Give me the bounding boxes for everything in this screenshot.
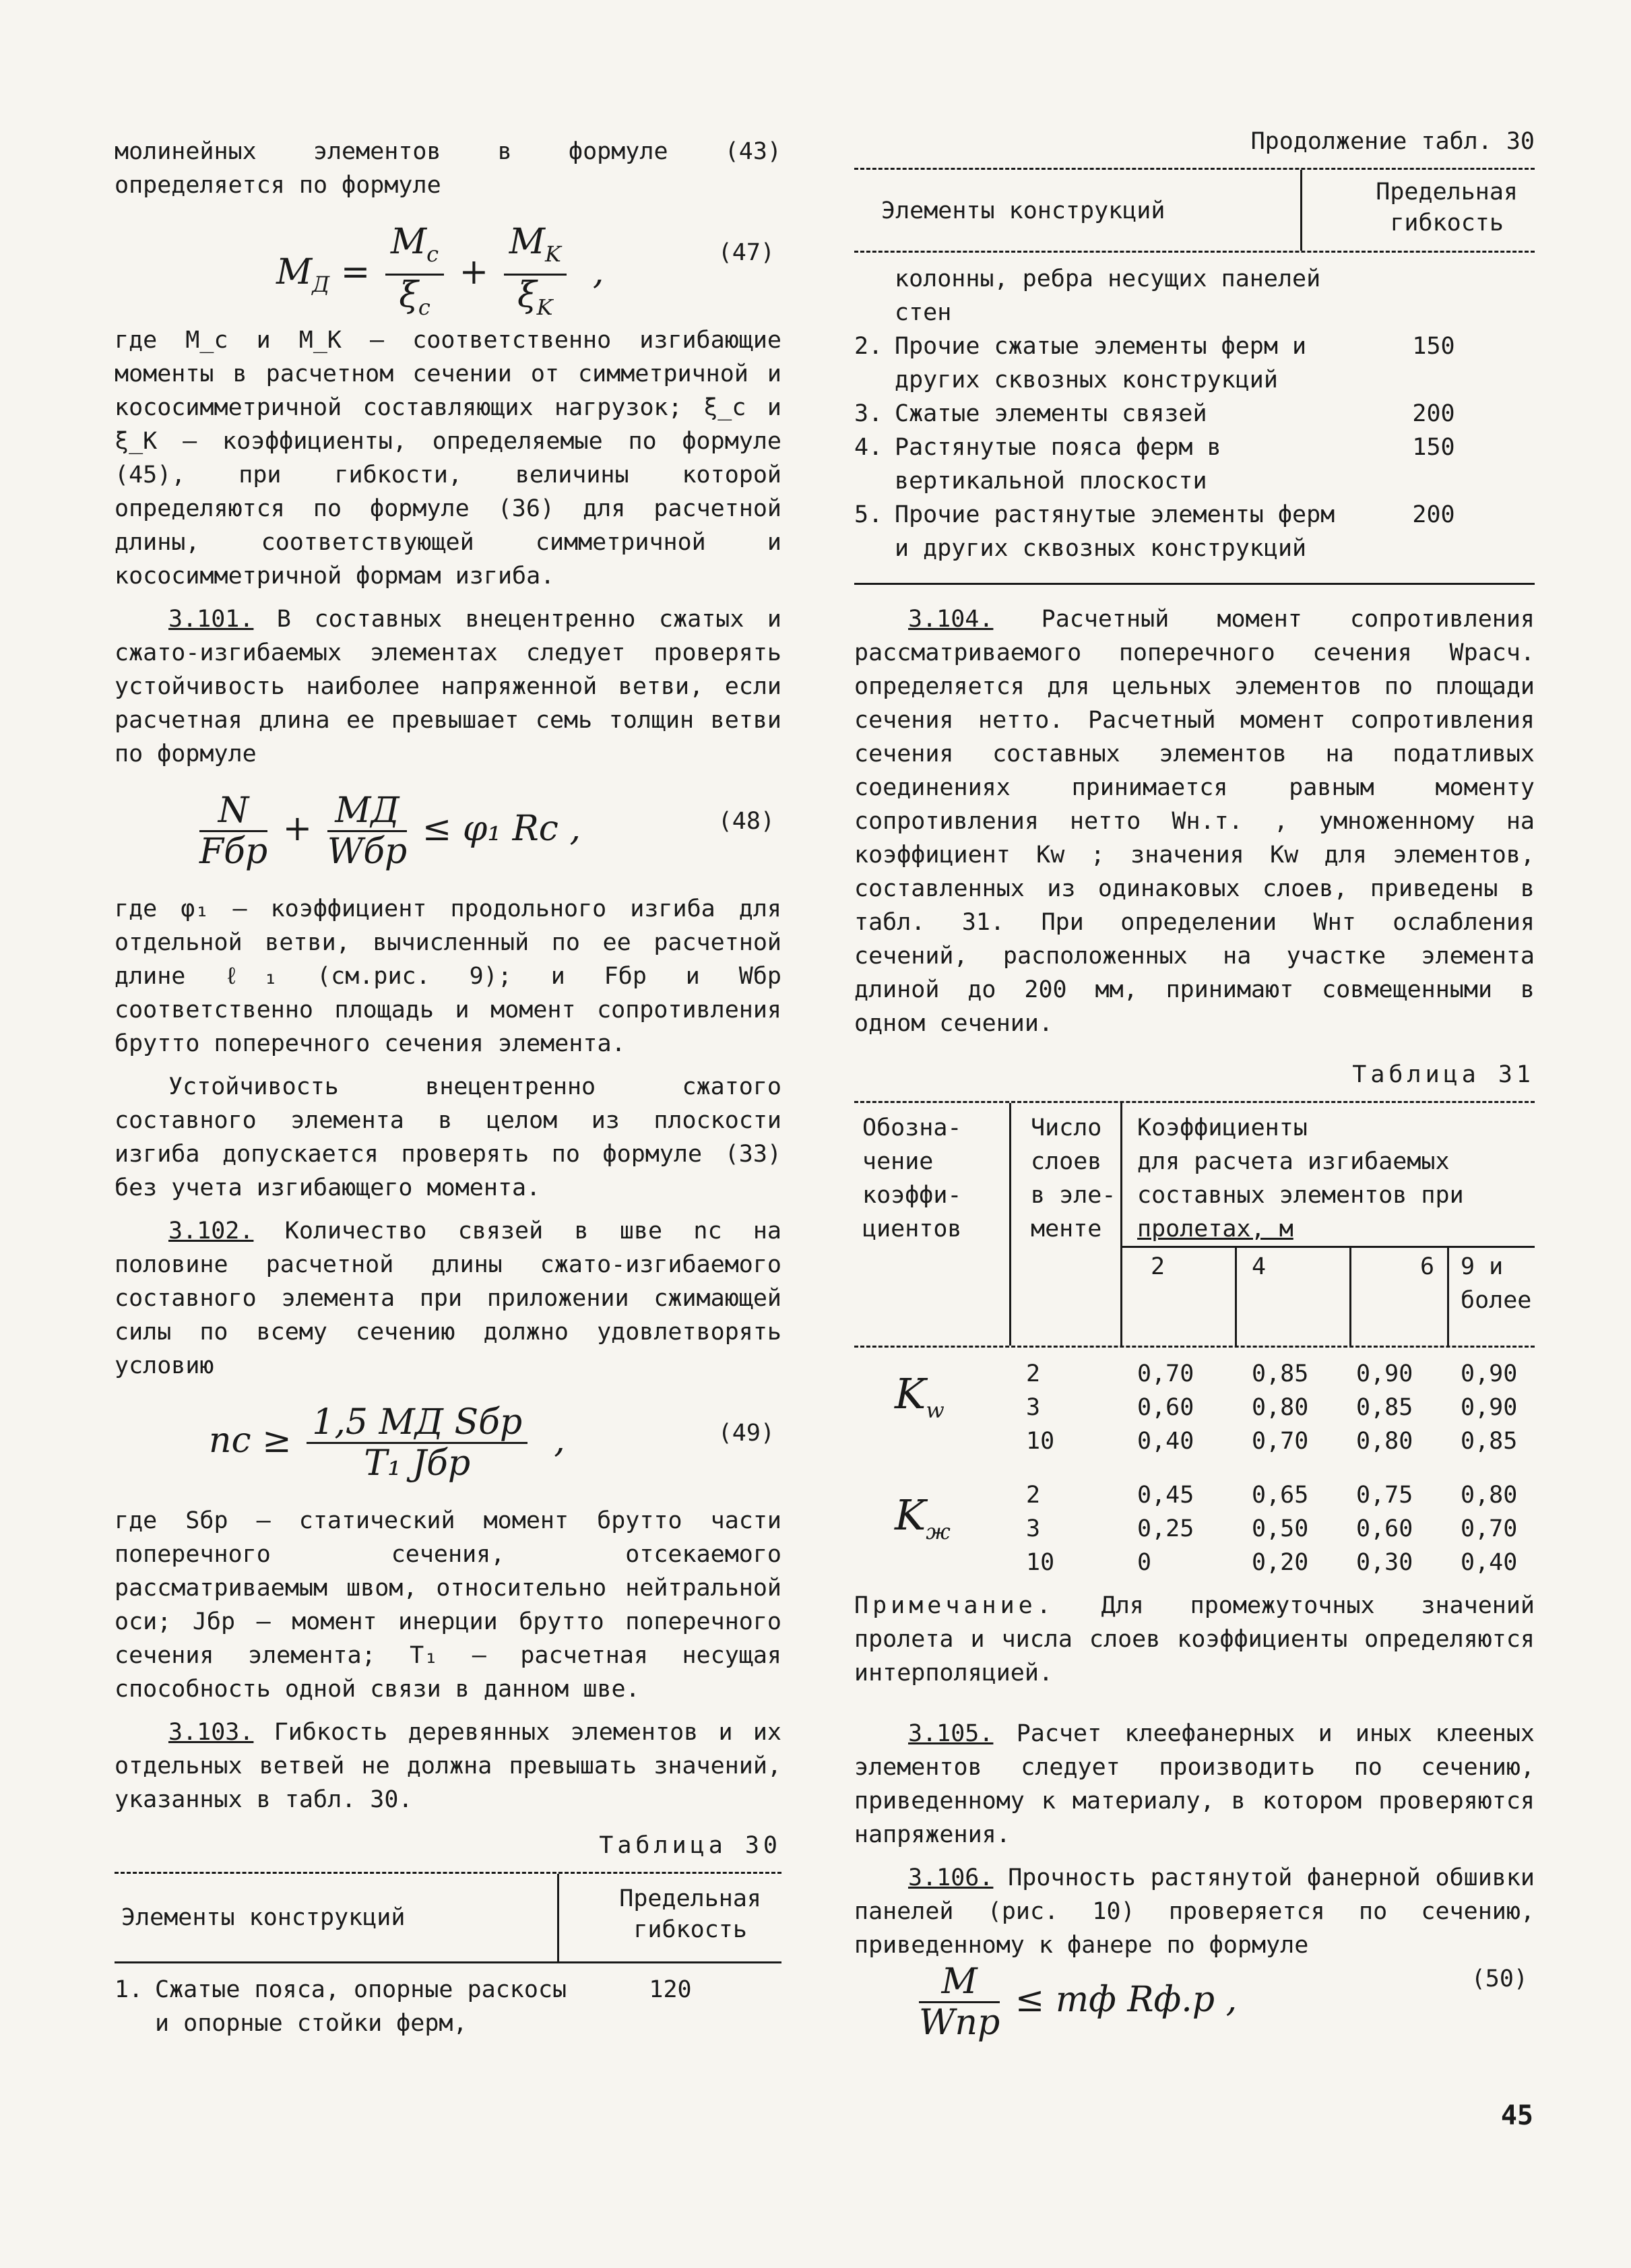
formula-47-number: (47) — [717, 239, 775, 266]
coefficient-cell: 0,70 — [1252, 1428, 1309, 1455]
formula-49 — [115, 1396, 781, 1497]
layer-count-cell: 2 — [1026, 1360, 1041, 1387]
section-3-105: 3.105. Расчет клеефанерных и иных клееных элементов следует производить по сечению, приведенному к материалу, в котором проверяются напряжения. — [854, 1720, 1535, 1848]
formula-48 — [115, 784, 781, 885]
coefficient-cell: 0,75 — [1356, 1482, 1413, 1509]
formula-50-number: (50) — [1471, 1965, 1528, 1992]
table-30-header — [115, 1874, 781, 1961]
table-30-continuation-header — [854, 170, 1535, 251]
section-number: 3.103. — [168, 1719, 254, 1746]
table-30-header-elements: Элементы конструкций — [121, 1904, 406, 1931]
coefficient-cell: 0,60 — [1137, 1394, 1194, 1421]
table-31-body — [854, 1357, 1535, 1579]
table-30-bottom-rule — [854, 583, 1535, 585]
coefficient-cell: 0,85 — [1461, 1428, 1518, 1455]
paragraph-49-explanation: где Sбр – статический момент брутто части поперечного сечения, отсекаемого рассматриваемым швом, относительно нейтральной оси; Jбр – момент инерции брутто поперечного сечения элемента; T₁ – расчетная несущая способность одной связи в данном шве. — [115, 1507, 781, 1703]
paragraph-47-explanation: где M_c и M_K – соответственно изгибающие моменты в расчетном сечении от симметричной и кососимметричной составляющих нагрузок; ξ_c и ξ_K – коэффициенты, определяемые по формуле (45), при гибкости, величины которой определяются по формуле (36) для расчетной длины, соответствующей симметричной и кососимметричной формам изгиба. — [115, 327, 781, 590]
table-row — [854, 1391, 1535, 1424]
section-3-104: 3.104. Расчетный момент сопротивления рассматриваемого поперечного сечения Wрасч. определяется для цельных элементов по площади сечения нетто. Расчетный момент сопротивления сечения составных элементов на податливых соединениях принимается равным моменту сопротивления нетто Wн.т. , умноженному на коэффициент Kw ; значения Kw для элементов, составленных из одинаковых слоев, приведены в табл. 31. При определении Wнт ослабления сечений, расположенных на участке элемента длиной до 200 мм, принимают совмещенными в одном сечении. — [854, 606, 1535, 1037]
table-30-header-limit: Предельная гибкость — [619, 1885, 761, 1943]
section-3-102: 3.102. Количество связей в шве nc на половине расчетной длины сжато-изгибаемого составного элемента при приложении сжимающей силы по всему сечению должно удовлетворять условию — [115, 1218, 781, 1379]
coefficient-cell: 0,90 — [1461, 1360, 1518, 1387]
section-3-103: 3.103. Гибкость деревянных элементов и их отдельных ветвей не должна превышать значений, указанных в табл. 30. — [115, 1719, 781, 1813]
coefficient-cell: 0,40 — [1137, 1428, 1194, 1455]
page-number: 45 — [1500, 2100, 1533, 2131]
layer-count-cell: 2 — [1026, 1482, 1041, 1509]
table-31-caption: Таблица 31 — [1352, 1061, 1535, 1088]
formula-49-expression: nc ≥ $\frac{\text{1,5 MД Sбр}}{\text{T₁ Jбр}}$ , — [209, 1402, 565, 1484]
layer-count-cell: 10 — [1026, 1549, 1055, 1576]
paragraph-intro: молинейных элементов в формуле (43) определяется по формуле — [115, 138, 781, 199]
table-31-group — [854, 1478, 1535, 1579]
formula-50 — [854, 1962, 1535, 2056]
coefficient-cell: 0,90 — [1356, 1360, 1413, 1387]
table-row — [854, 1478, 1535, 1512]
coefficient-cell: 0,50 — [1252, 1515, 1309, 1542]
section-number: 3.101. — [168, 606, 254, 633]
table-31-header-symbol: Обозна- чение коэффи- циентов — [862, 1114, 962, 1242]
formula-49-number: (49) — [717, 1420, 775, 1447]
coefficient-cell: 0,70 — [1461, 1515, 1518, 1542]
formula-48-number: (48) — [717, 808, 775, 835]
coefficient-cell: 0 — [1137, 1549, 1152, 1576]
table-31 — [854, 1103, 1535, 1579]
table-31-note: Примечание. Для промежуточных значений пролета и числа слоев коэффициенты определяются интерполяцией. — [854, 1592, 1535, 1687]
left-column — [115, 135, 781, 2040]
coefficient-cell: 0,85 — [1252, 1360, 1309, 1387]
table-31-span-4: 4 — [1252, 1253, 1267, 1280]
layer-count-cell: 3 — [1026, 1515, 1041, 1542]
table-30-continuation-caption: Продолжение табл. 30 — [1250, 128, 1535, 155]
table-30-header-elements: Элементы конструкций — [881, 197, 1165, 224]
coefficient-cell: 0,45 — [1137, 1482, 1194, 1509]
coefficient-cell: 0,80 — [1252, 1394, 1309, 1421]
table-31-symbol: $K_ж$ — [895, 1490, 951, 1544]
formula-50-expression: $\frac{M}{\text{Wпр}}$ ≤ mф Rф.р , — [919, 1961, 1238, 2043]
coefficient-cell: 0,25 — [1137, 1515, 1194, 1542]
coefficient-cell: 0,30 — [1356, 1549, 1413, 1576]
coefficient-cell: 0,90 — [1461, 1394, 1518, 1421]
layer-count-cell: 3 — [1026, 1394, 1041, 1421]
table-row: 4. Растянутые пояса ферм в вертикальной плоскости 150 — [854, 434, 1455, 495]
table-31-header — [854, 1103, 1535, 1346]
table-row — [854, 1512, 1535, 1546]
coefficient-cell: 0,20 — [1252, 1549, 1309, 1576]
coefficient-cell: 0,65 — [1252, 1482, 1309, 1509]
section-3-101: 3.101. В составных внецентренно сжатых и сжато-изгибаемых элементах следует проверять устойчивость наиболее напряженной ветви, если расчетная длина ее превышает семь толщин ветви по формуле — [115, 606, 781, 767]
table-row — [854, 1546, 1535, 1579]
coefficient-cell: 0,80 — [1461, 1482, 1518, 1509]
section-3-106: 3.106. Прочность растянутой фанерной обшивки панелей (рис. 10) проверяется по сечению, приведенному к фанере по формуле — [854, 1864, 1535, 1959]
coefficient-cell: 0,40 — [1461, 1549, 1518, 1576]
table-30-caption: Таблица 30 — [599, 1832, 781, 1859]
table-31-header-coefficients: Коэффициенты для расчета изгибаемых составных элементов при пролетах, м — [1137, 1114, 1464, 1242]
table-row: 3. Сжатые элементы связей 200 — [854, 400, 1455, 427]
section-number: 3.104. — [908, 606, 994, 633]
formula-47-expression: $M_Д$ = $\frac{M_c}{\xi_c}$ + $\frac{M_K}{\xi_K}$ , — [276, 222, 604, 320]
formula-48-expression: $\frac{N}{\text{Fбр}}$ + $\frac{MД}{\text{Wбр}}$ ≤ φ₁ Rс , — [199, 790, 581, 872]
section-number: 3.105. — [908, 1720, 994, 1747]
table-30-header-rule — [115, 1961, 781, 1963]
table-row: 5. Прочие растянутые элементы ферм и других сквозных конструкций 200 — [854, 501, 1455, 562]
table-31-span-9: 9 и более — [1461, 1253, 1532, 1314]
table-30-continuation-header-rule — [854, 251, 1535, 253]
table-30-continuation-body — [854, 262, 1535, 565]
table-row: колонны, ребра несущих панелей стен — [895, 265, 1321, 326]
table-31-symbol: $K_w$ — [895, 1369, 945, 1423]
coefficient-cell: 0,60 — [1356, 1515, 1413, 1542]
table-row — [854, 1357, 1535, 1391]
section-number: 3.106. — [908, 1864, 994, 1891]
paragraph-stability: Устойчивость внецентренно сжатого составного элемента в целом из плоскости изгиба допускается проверять по формуле (33) без учета изгибающего момента. — [115, 1073, 781, 1201]
table-31-header-rule — [854, 1346, 1535, 1348]
table-row: 2. Прочие сжатые элементы ферм и других сквозных конструкций 150 — [854, 333, 1455, 393]
right-column — [854, 125, 1535, 2063]
section-number: 3.102. — [168, 1218, 254, 1245]
paragraph-48-explanation: где φ₁ – коэффициент продольного изгиба для отдельной ветви, вычисленный по ее расчетной длине ℓ₁ (см.рис. 9); и Fбр и Wбр соответственно площадь и момент сопротивления брутто поперечного сечения элемента. — [115, 895, 781, 1057]
coefficient-cell: 0,85 — [1356, 1394, 1413, 1421]
table-row — [854, 1424, 1535, 1458]
table-31-span-2: 2 — [1151, 1253, 1165, 1280]
layer-count-cell: 10 — [1026, 1428, 1055, 1455]
formula-47 — [115, 216, 781, 320]
table-30-header-limit: Предельная гибкость — [1376, 179, 1518, 237]
table-31-header-layers: Число слоев в эле- менте — [1031, 1114, 1116, 1242]
note-label: Примечание. — [854, 1592, 1055, 1619]
coefficient-cell: 0,70 — [1137, 1360, 1194, 1387]
table-31-group — [854, 1357, 1535, 1458]
table-row: 1. Сжатые пояса, опорные раскосы и опорные стойки ферм, 120 — [115, 1976, 692, 2037]
table-31-span-6: 6 — [1420, 1253, 1435, 1280]
coefficient-cell: 0,80 — [1356, 1428, 1413, 1455]
